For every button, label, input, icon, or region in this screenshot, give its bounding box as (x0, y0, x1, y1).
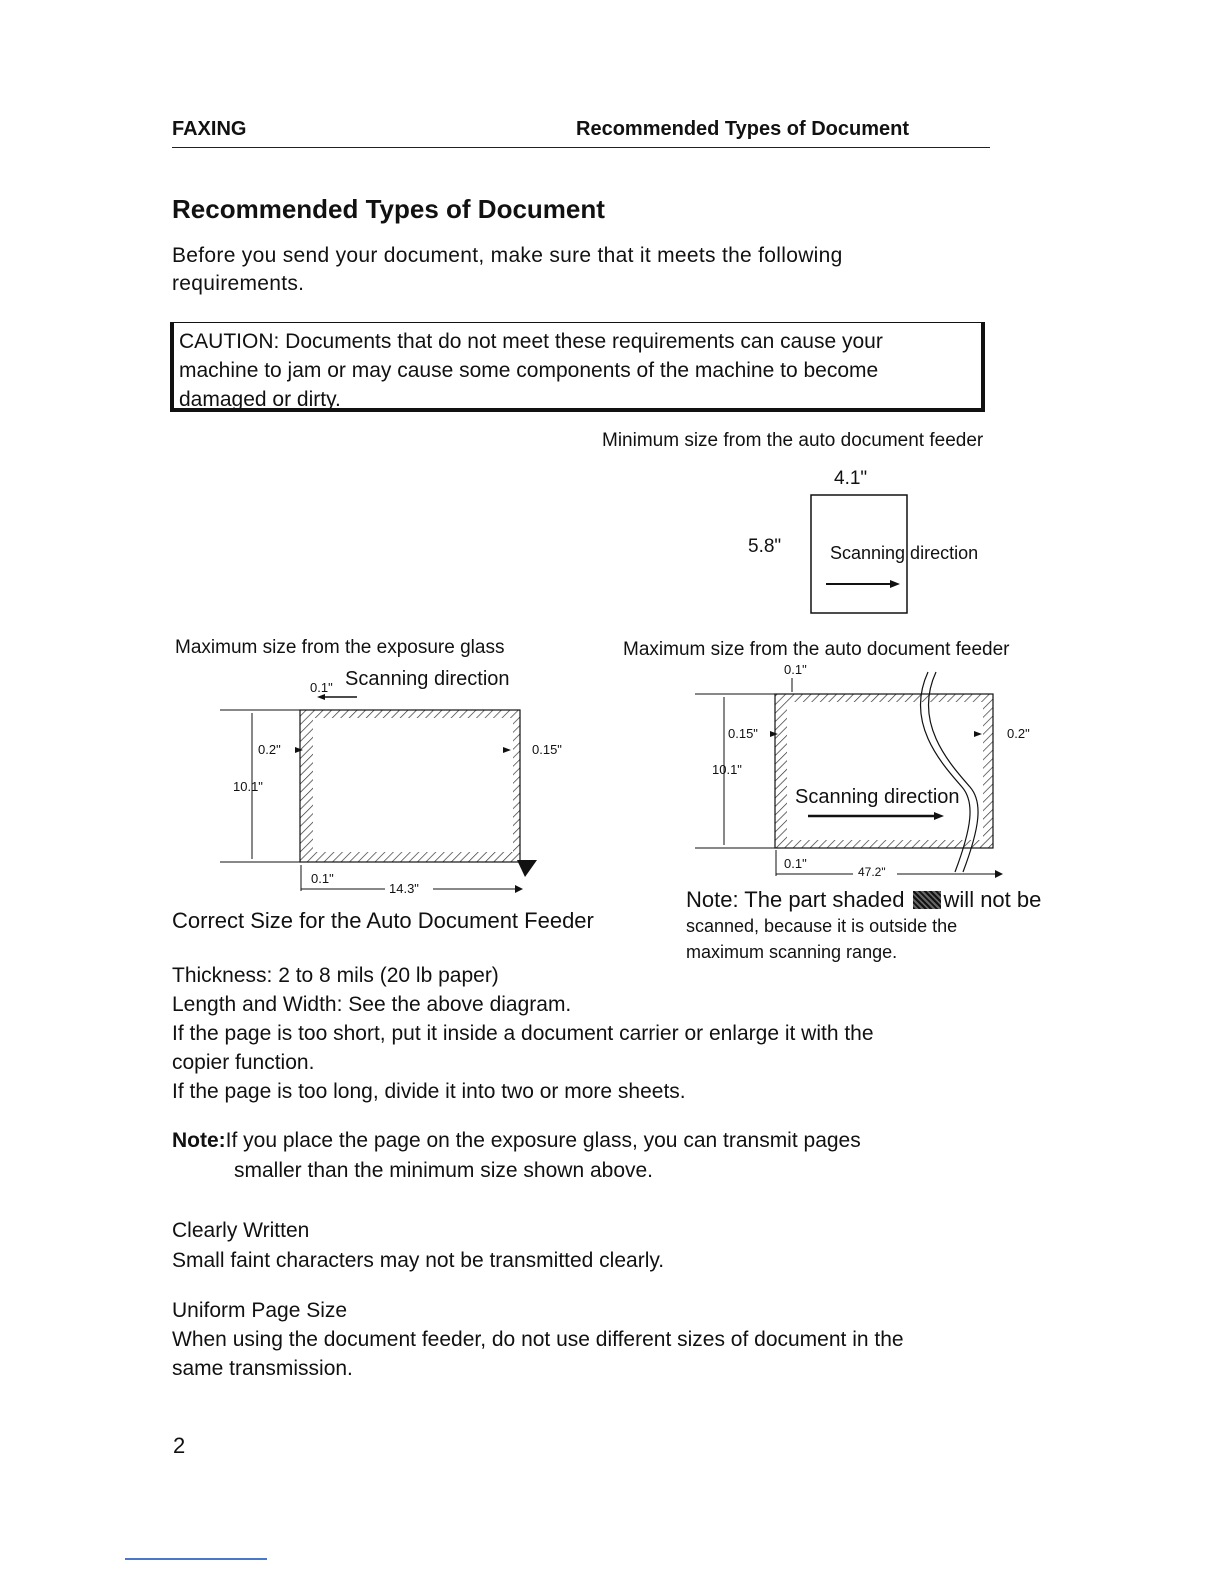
feeder-top-margin-label: 0.1" (784, 662, 807, 677)
shade-note-line-3: maximum scanning range. (686, 942, 898, 962)
feeder-scan-area (787, 702, 983, 840)
feeder-width-label: 47.2" (858, 865, 886, 879)
min-height-label: 5.8" (748, 536, 782, 557)
shade-swatch (913, 891, 941, 909)
running-header-section: FAXING (172, 118, 247, 140)
min-scan-label: Scanning direction (830, 543, 979, 563)
caution-box (170, 322, 985, 412)
min-width-label: 4.1" (834, 468, 868, 489)
note-line-2: smaller than the minimum size shown above. (234, 1159, 654, 1182)
shade-note (686, 887, 1041, 965)
feeder-bottom-margin-label: 0.1" (784, 856, 807, 871)
feeder-caption: Maximum size from the auto document feeder (623, 639, 1010, 660)
glass-left-margin-label: 0.2" (258, 742, 281, 757)
min-scan-arrowhead (890, 580, 900, 588)
caution-line-2: machine to jam or may cause some components of the machine to become (179, 359, 879, 382)
note-label: Note: (172, 1129, 226, 1152)
uniform-size-line-2: same transmission. (172, 1357, 353, 1380)
note-block (172, 1126, 861, 1186)
glass-bottom-margin-label: 0.1" (311, 871, 334, 886)
caution-line-1: CAUTION: Documents that do not meet these requirements can cause your (179, 330, 883, 353)
glass-corner-mark (517, 860, 537, 877)
clearly-written-section (172, 1216, 664, 1276)
uniform-size-section (172, 1296, 904, 1383)
shade-note-part2: will not be (943, 887, 1042, 912)
feeder-scan-label: Scanning direction (795, 786, 960, 808)
requirement-length-width: Length and Width: See the above diagram. (172, 993, 572, 1016)
requirements-list (172, 961, 874, 1106)
header-rule (172, 147, 990, 148)
uniform-size-heading: Uniform Page Size (172, 1299, 348, 1322)
shade-note-part1: Note: The part shaded (686, 887, 905, 912)
requirement-thickness: Thickness: 2 to 8 mils (20 lb paper) (172, 964, 499, 987)
requirement-too-short: If the page is too short, put it inside a document carrier or enlarge it with the (172, 1022, 874, 1045)
glass-width-label: 14.3" (389, 881, 419, 896)
running-header-topic: Recommended Types of Document (576, 118, 910, 140)
page-number: 2 (173, 1433, 186, 1458)
correct-size-caption: Correct Size for the Auto Document Feeder (172, 908, 594, 933)
min-size-diagram (730, 460, 1030, 620)
intro-line-1: Before you send your document, make sure that it meets the following (172, 244, 843, 267)
glass-height-label: 10.1" (233, 779, 263, 794)
glass-scan-label: Scanning direction (345, 668, 510, 690)
page-title: Recommended Types of Document (172, 194, 605, 224)
caution-line-3: damaged or dirty. (179, 388, 341, 411)
glass-caption: Maximum size from the exposure glass (175, 637, 505, 658)
min-size-caption: Minimum size from the auto document feeder (602, 430, 984, 451)
intro-paragraph (172, 242, 843, 298)
glass-scan-area (313, 718, 513, 852)
feeder-width-arrowhead (995, 870, 1003, 878)
requirement-too-short-cont: copier function. (172, 1051, 315, 1074)
feeder-height-label: 10.1" (712, 762, 742, 777)
intro-line-2: requirements. (172, 272, 305, 295)
glass-right-margin-label: 0.15" (532, 742, 562, 757)
feeder-right-margin-label: 0.2" (1007, 726, 1030, 741)
clearly-written-text: Small faint characters may not be transmitted clearly. (172, 1249, 665, 1272)
glass-width-arrowhead (515, 885, 523, 893)
note-line-1: If you place the page on the exposure glass, you can transmit pages (225, 1129, 861, 1152)
glass-diagram (215, 665, 605, 905)
feeder-left-margin-label: 0.15" (728, 726, 758, 741)
requirement-too-long: If the page is too long, divide it into two or more sheets. (172, 1080, 686, 1103)
footer-accent-line (125, 1558, 267, 1560)
glass-top-margin-label: 0.1" (310, 680, 333, 695)
feeder-diagram (690, 662, 1050, 882)
clearly-written-heading: Clearly Written (172, 1219, 310, 1242)
shade-note-line-2: scanned, because it is outside the (686, 916, 958, 936)
uniform-size-line-1: When using the document feeder, do not use different sizes of document in the (172, 1328, 904, 1351)
